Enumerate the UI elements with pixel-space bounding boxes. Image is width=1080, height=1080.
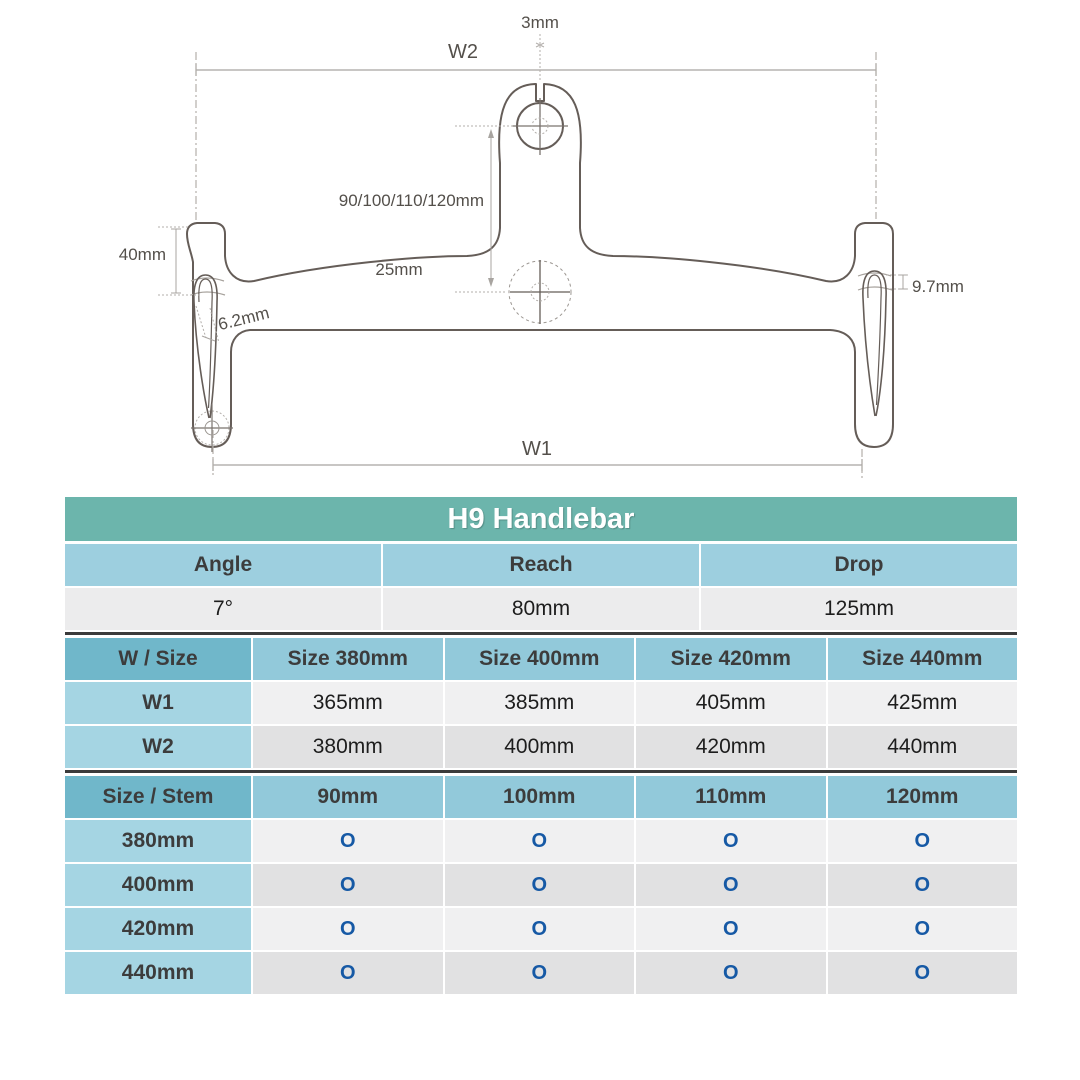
compat-mark: O — [445, 820, 635, 862]
geometry-value-angle: 7° — [65, 588, 381, 630]
compat-row-label: 420mm — [65, 908, 251, 950]
widths-header-row — [65, 638, 1017, 680]
slot-3mm-dimension — [536, 34, 544, 82]
compat-row-420 — [65, 908, 1017, 950]
reach-25mm-label: 25mm — [375, 260, 423, 279]
stem-header-90: 90mm — [253, 776, 443, 818]
spec-table — [65, 497, 1017, 996]
compat-row-label: 380mm — [65, 820, 251, 862]
compat-mark: O — [636, 952, 826, 994]
geometry-header-angle: Angle — [65, 544, 381, 586]
geometry-value-reach: 80mm — [383, 588, 699, 630]
w1-row — [65, 682, 1017, 724]
size-header-420: Size 420mm — [636, 638, 826, 680]
w2-value: 380mm — [253, 726, 443, 768]
geometry-header-row — [65, 544, 1017, 586]
w1-row-label: W1 — [65, 682, 251, 724]
clamp-9-7mm-label: 9.7mm — [912, 277, 964, 296]
bar-centre-mark — [509, 260, 571, 324]
drop-40mm-label: 40mm — [118, 245, 166, 264]
compat-row-400 — [65, 864, 1017, 906]
w2-row — [65, 726, 1017, 768]
w2-label: W2 — [448, 41, 478, 63]
clamp-6-2mm-label: 6.2mm — [216, 303, 272, 335]
section-separator — [65, 632, 1017, 635]
compat-mark: O — [636, 820, 826, 862]
compat-mark: O — [636, 908, 826, 950]
compat-mark: O — [828, 952, 1018, 994]
widths-corner: W / Size — [65, 638, 251, 680]
compat-mark: O — [445, 952, 635, 994]
geometry-header-reach: Reach — [383, 544, 699, 586]
stem-header-row — [65, 776, 1017, 818]
stem-header-120: 120mm — [828, 776, 1018, 818]
compat-mark: O — [445, 908, 635, 950]
stem-corner: Size / Stem — [65, 776, 251, 818]
w2-value: 440mm — [828, 726, 1018, 768]
w1-value: 385mm — [445, 682, 635, 724]
w1-value: 425mm — [828, 682, 1018, 724]
stem-header-100: 100mm — [445, 776, 635, 818]
w2-value: 420mm — [636, 726, 826, 768]
compat-mark: O — [253, 952, 443, 994]
compat-mark: O — [253, 864, 443, 906]
w2-value: 400mm — [445, 726, 635, 768]
compat-row-440 — [65, 952, 1017, 994]
geometry-value-row — [65, 588, 1017, 630]
slot-3mm-label: 3mm — [521, 13, 559, 32]
handlebar-diagram — [0, 0, 1080, 497]
section-separator — [65, 770, 1017, 773]
compat-mark: O — [253, 908, 443, 950]
size-header-400: Size 400mm — [445, 638, 635, 680]
compat-mark: O — [828, 908, 1018, 950]
compat-mark: O — [445, 864, 635, 906]
compat-mark: O — [828, 864, 1018, 906]
compat-row-label: 400mm — [65, 864, 251, 906]
compat-mark: O — [828, 820, 1018, 862]
table-title: H9 Handlebar — [65, 497, 1017, 541]
w1-label: W1 — [522, 438, 552, 460]
w2-row-label: W2 — [65, 726, 251, 768]
size-header-440: Size 440mm — [828, 638, 1018, 680]
size-header-380: Size 380mm — [253, 638, 443, 680]
stem-length-label: 90/100/110/120mm — [338, 191, 484, 210]
compat-mark: O — [253, 820, 443, 862]
compat-row-380 — [65, 820, 1017, 862]
geometry-value-drop: 125mm — [701, 588, 1017, 630]
stem-header-110: 110mm — [636, 776, 826, 818]
compat-row-label: 440mm — [65, 952, 251, 994]
w1-value: 405mm — [636, 682, 826, 724]
w1-value: 365mm — [253, 682, 443, 724]
compat-mark: O — [636, 864, 826, 906]
geometry-header-drop: Drop — [701, 544, 1017, 586]
